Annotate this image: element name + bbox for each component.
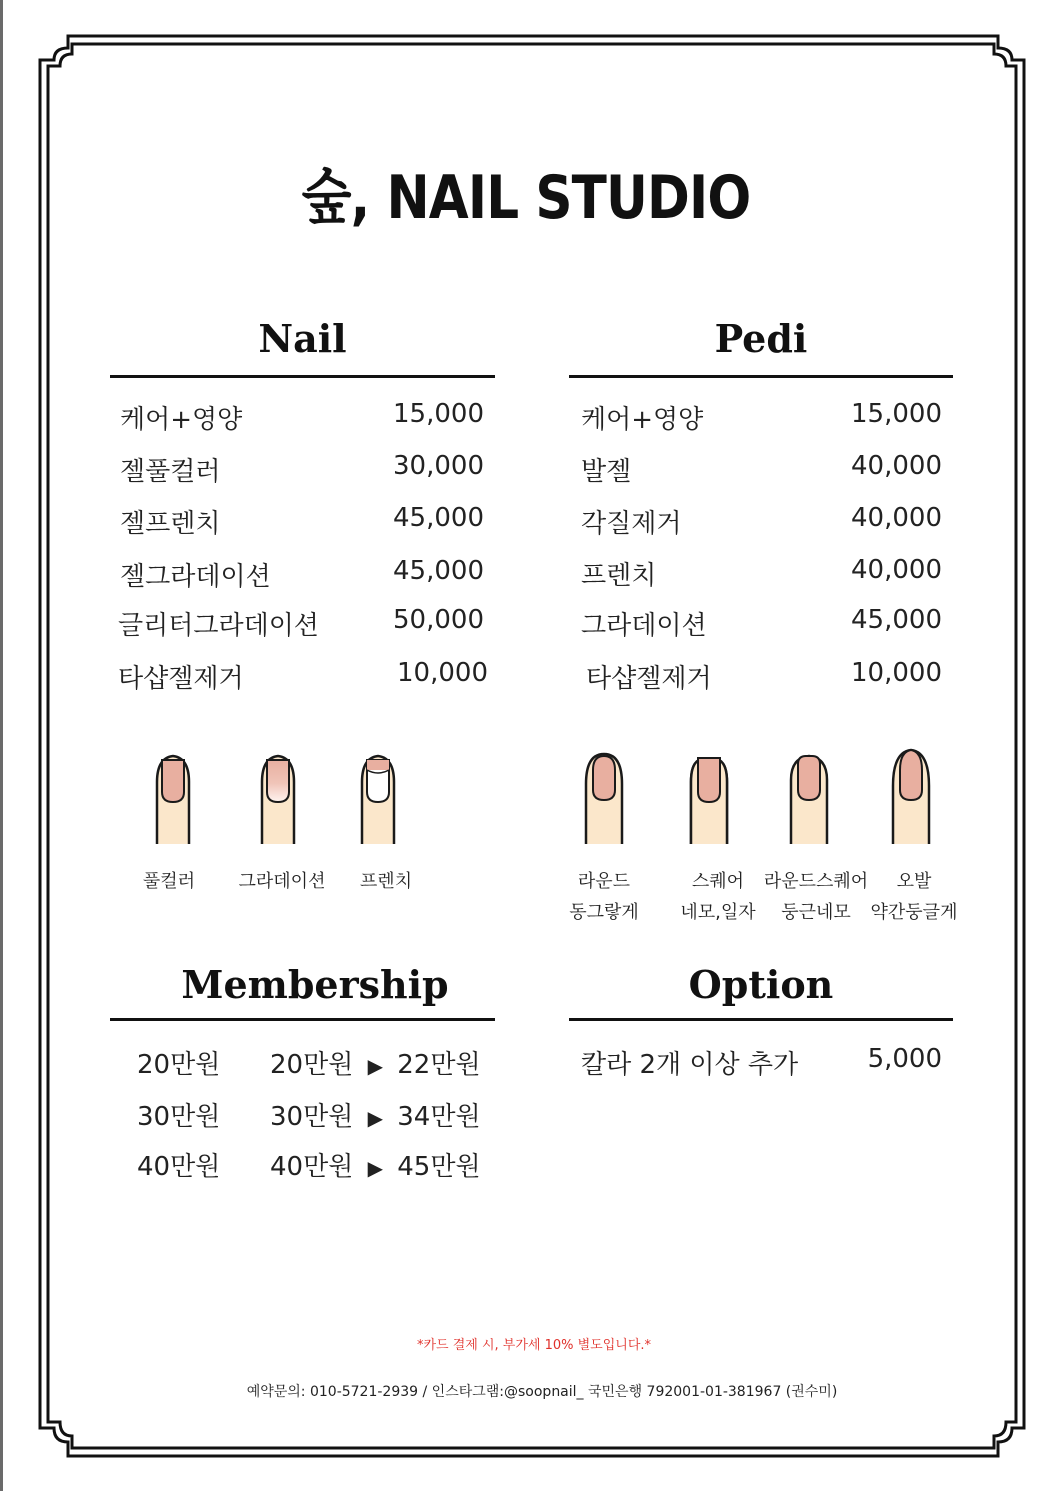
service-price: 40,000	[851, 503, 942, 533]
membership-benefit	[270, 1044, 481, 1081]
membership-get: 22만원	[397, 1050, 481, 1080]
membership-get: 45만원	[397, 1152, 481, 1182]
shape-label-line1: 오발	[896, 871, 932, 892]
service-name: 타샵젤제거	[118, 664, 244, 694]
pedi-price-row	[581, 399, 942, 439]
membership-benefit	[270, 1096, 481, 1133]
nail-style-label: 프렌치	[359, 871, 413, 892]
nail-round-square-shape-icon	[786, 750, 832, 846]
membership-plan: 30만원	[137, 1102, 221, 1132]
service-name: 젤그라데이션	[120, 562, 271, 592]
shape-label	[871, 866, 958, 928]
pedi-price-row	[586, 658, 942, 698]
option-price-row	[581, 1044, 942, 1084]
shape-label-line2: 네모,일자	[680, 902, 756, 923]
option-heading-rule	[569, 1018, 953, 1021]
pedi-heading-rule	[569, 375, 953, 378]
nail-full-color-icon	[150, 752, 196, 846]
option-name: 칼라 2개 이상 추가	[581, 1050, 799, 1080]
nail-style-label: 풀컬러	[142, 871, 196, 892]
membership-pay: 40만원	[270, 1152, 354, 1182]
option-price: 5,000	[867, 1044, 942, 1074]
pedi-price-row	[581, 555, 942, 595]
arrow-right-icon: ▶	[367, 1156, 383, 1180]
pedi-price-row	[581, 503, 942, 543]
option-heading: Option	[688, 962, 834, 1007]
pedi-price-row	[581, 605, 942, 645]
membership-plan: 20만원	[137, 1050, 221, 1080]
service-name: 그라데이션	[581, 611, 707, 641]
service-price: 10,000	[397, 658, 488, 688]
shape-label-line1: 라운드스퀘어	[763, 871, 869, 892]
membership-pay: 30만원	[270, 1102, 354, 1132]
membership-pay: 20만원	[270, 1050, 354, 1080]
service-price: 45,000	[851, 605, 942, 635]
service-name: 케어+영양	[581, 405, 704, 435]
shape-label	[680, 866, 755, 928]
nail-square-shape-icon	[686, 752, 732, 846]
service-price: 40,000	[851, 555, 942, 585]
service-price: 15,000	[393, 399, 484, 429]
service-name: 케어+영양	[120, 405, 243, 435]
nail-heading: Nail	[258, 316, 347, 361]
nail-gradation-icon	[255, 752, 301, 846]
arrow-right-icon: ▶	[367, 1054, 383, 1078]
nail-oval-shape-icon	[888, 748, 934, 846]
service-name: 젤풀컬러	[120, 457, 221, 487]
service-price: 15,000	[851, 399, 942, 429]
service-name: 젤프렌치	[120, 509, 221, 539]
membership-row	[137, 1096, 220, 1133]
nail-style-label: 그라데이션	[238, 871, 326, 892]
contact-info: 예약문의: 010-5721-2939 / 인스타그램:@soopnail_ 국민은행 792001-01-381967 (권수미)	[246, 1384, 838, 1400]
service-price: 10,000	[851, 658, 942, 688]
shape-label	[569, 866, 639, 928]
service-price: 30,000	[393, 451, 484, 481]
membership-plan: 40만원	[137, 1152, 221, 1182]
shape-label-line1: 라운드	[577, 871, 631, 892]
nail-price-row	[120, 451, 484, 491]
shape-label-line2: 약간둥글게	[870, 902, 958, 923]
service-price: 45,000	[393, 556, 484, 586]
service-name: 각질제거	[581, 509, 682, 539]
shape-label-line1: 스퀘어	[691, 871, 745, 892]
nail-price-row	[120, 556, 484, 596]
membership-benefit	[270, 1146, 481, 1183]
nail-round-shape-icon	[581, 750, 627, 846]
arrow-right-icon: ▶	[367, 1106, 383, 1130]
nail-price-row	[120, 399, 484, 439]
card-payment-note: *카드 결제 시, 부가세 10% 별도입니다.*	[416, 1338, 652, 1353]
nail-price-row	[118, 605, 484, 645]
membership-row	[137, 1146, 220, 1183]
service-name: 타샵젤제거	[586, 664, 712, 694]
membership-get: 34만원	[397, 1102, 481, 1132]
pedi-heading: Pedi	[714, 316, 808, 361]
nail-french-icon	[355, 752, 401, 846]
shape-label	[764, 866, 868, 928]
shape-label-line2: 둥근네모	[781, 902, 851, 923]
membership-heading-rule	[110, 1018, 495, 1021]
pedi-price-row	[581, 451, 942, 491]
service-price: 45,000	[393, 503, 484, 533]
shape-label-line2: 동그랗게	[569, 902, 639, 923]
studio-title: 숲, NAIL STUDIO	[301, 163, 751, 233]
service-name: 프렌치	[581, 561, 657, 591]
nail-heading-rule	[110, 375, 495, 378]
nail-price-row	[118, 658, 488, 698]
membership-heading: Membership	[181, 962, 449, 1007]
service-name: 글리터그라데이션	[118, 611, 319, 641]
membership-row	[137, 1044, 220, 1081]
service-name: 발젤	[581, 457, 632, 487]
service-price: 50,000	[393, 605, 484, 635]
service-price: 40,000	[851, 451, 942, 481]
nail-price-row	[120, 503, 484, 543]
